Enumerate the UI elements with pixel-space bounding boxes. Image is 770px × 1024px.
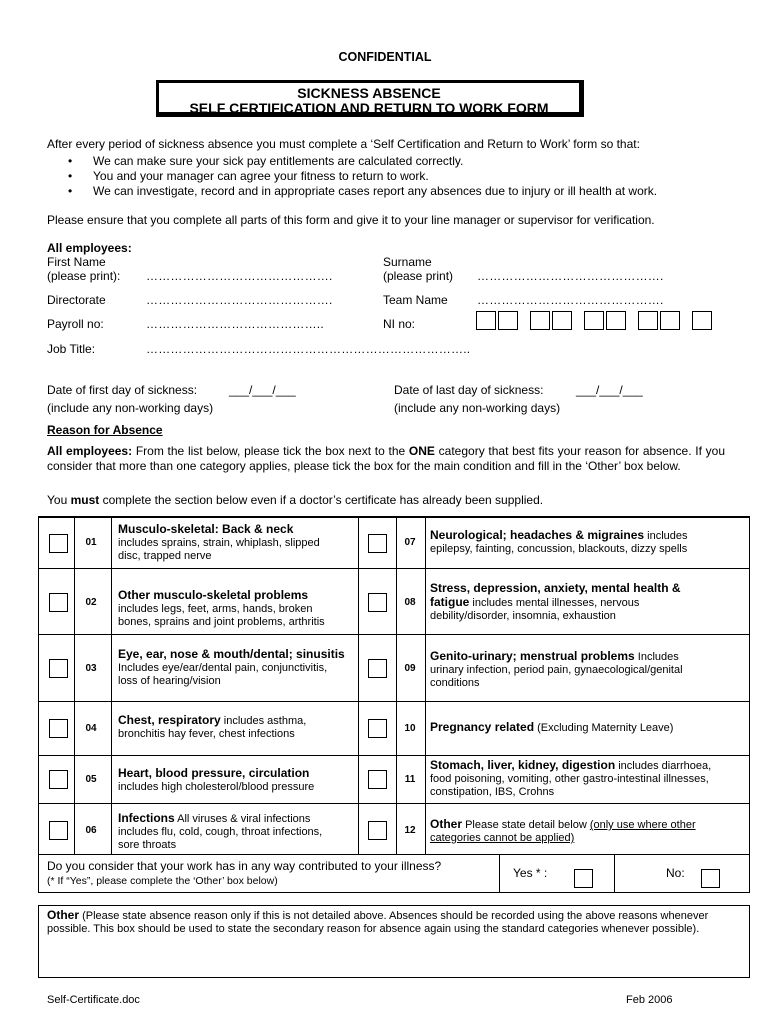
first-name-field[interactable]: ………………………………………. — [146, 269, 333, 283]
intro-bullet: • We can investigate, record and in appropriate cases report any absences due to injury or ill health at work. — [68, 184, 748, 199]
ensure-text: Please ensure that you complete all parts of this form and give it to your line manager or supervisor for verification. — [47, 213, 655, 227]
job-title-field[interactable]: …………………………………………………………………….. — [146, 342, 471, 356]
must-a: You — [47, 493, 71, 507]
cat-head: Infections — [118, 811, 175, 825]
must-c: complete the section below even if a doctor’s certificate has already been supplied. — [99, 493, 544, 507]
form-title-box — [156, 80, 584, 117]
checkbox-09[interactable] — [368, 659, 387, 678]
cat-rest: Includes eye/ear/dental pain, conjunctivitis, loss of hearing/vision — [118, 662, 328, 687]
checkbox-07[interactable] — [368, 534, 387, 553]
table-row — [39, 568, 749, 635]
code-08: 08 — [404, 597, 416, 608]
cat-rest: All viruses & viral infections includes flu, cold, cough, throat infections, sore throats — [118, 813, 323, 851]
work-contribution-row — [38, 855, 750, 893]
form-title-line2: SELF CERTIFICATION AND RETURN TO WORK FORM — [189, 100, 549, 116]
code-07: 07 — [404, 537, 416, 548]
table-row — [39, 634, 749, 702]
surname-hint: (please print) — [383, 269, 454, 283]
reason-text-b: category that best fits your reason for absence. If you consider that more than one category applies, please tick the box for the main condition and fill in the ‘Other’ box below. — [47, 444, 725, 473]
intro-text: After every period of sickness absence you must complete a ‘Self Certification and Return to Work’ form so that: — [47, 137, 640, 151]
cat-rest-underlined: (only use where other categories cannot be applied) — [430, 819, 696, 844]
intro-bullet-list — [68, 154, 748, 199]
other-reason-instructions — [47, 909, 737, 936]
checkbox-01[interactable] — [49, 534, 68, 553]
reason-instructions — [47, 444, 725, 474]
reason-one: ONE — [408, 444, 435, 458]
code-12: 12 — [404, 825, 416, 836]
checkbox-04[interactable] — [49, 719, 68, 738]
directorate-field[interactable]: ………………………………………. — [146, 293, 333, 307]
cat-head: Neurological; headaches & migraines — [430, 528, 645, 542]
code-01: 01 — [85, 537, 97, 548]
cat-head: Other — [430, 817, 463, 831]
yes-label: Yes * : — [513, 866, 548, 880]
ni-char-box[interactable] — [530, 311, 550, 330]
cat-head: Stress, depression, anxiety, mental health & fatigue — [430, 581, 681, 609]
ni-char-box[interactable] — [498, 311, 518, 330]
table-row — [39, 701, 749, 756]
category-04 — [118, 714, 348, 741]
category-01 — [118, 523, 344, 563]
intro-bullet: • We can make sure your sick pay entitlements are calculated correctly. — [68, 154, 748, 169]
code-10: 10 — [404, 723, 416, 734]
date-first-hint: (include any non-working days) — [47, 401, 214, 415]
cat-rest: includes sprains, strain, whiplash, slipped disc, trapped nerve — [118, 537, 320, 562]
category-03 — [118, 648, 348, 688]
cat-rest: includes diarrhoea, food poisoning, vomiting, other gastro-intestinal illnesses, constipation, IBS, Crohns — [430, 760, 712, 798]
category-07 — [430, 529, 712, 556]
no-label: No: — [666, 866, 685, 880]
category-08 — [430, 582, 712, 623]
code-06: 06 — [85, 825, 97, 836]
category-10 — [430, 721, 720, 735]
date-last-hint: (include any non-working days) — [394, 401, 561, 415]
cat-rest: includes legs, feet, arms, hands, broken bones, sprains and joint problems, arthritis — [118, 603, 325, 628]
date-last-label: Date of last day of sickness: — [394, 383, 544, 397]
directorate-label: Directorate — [47, 293, 106, 307]
cat-head: Heart, blood pressure, circulation — [118, 766, 310, 780]
category-11 — [430, 759, 712, 799]
footer-filename: Self-Certificate.doc — [47, 994, 140, 1006]
contribution-note: (* If “Yes”, please complete the ‘Other’ box below) — [47, 875, 278, 887]
reason-heading: Reason for Absence — [47, 423, 163, 437]
reason-all-employees: All employees: — [47, 444, 133, 458]
checkbox-10[interactable] — [368, 719, 387, 738]
other-reason-box[interactable] — [38, 905, 750, 978]
code-05: 05 — [85, 774, 97, 785]
ni-char-box[interactable] — [476, 311, 496, 330]
cat-rest: Includes urinary infection, period pain, gynaecological/genital conditions — [430, 651, 683, 689]
payroll-label: Payroll no: — [47, 317, 104, 331]
team-name-label: Team Name — [383, 293, 448, 307]
date-first-field[interactable]: ___/___/___ — [229, 383, 296, 397]
table-row — [39, 517, 749, 569]
team-name-field[interactable]: ………………………………………. — [477, 293, 664, 307]
ni-char-box[interactable] — [606, 311, 626, 330]
surname-field[interactable]: ………………………………………. — [477, 269, 664, 283]
ni-number-boxes — [476, 311, 714, 330]
code-02: 02 — [85, 597, 97, 608]
category-09 — [430, 650, 710, 690]
category-02 — [118, 589, 346, 629]
cat-rest: includes mental illnesses, nervous debility/disorder, insomnia, exhaustion — [430, 597, 640, 622]
checkbox-02[interactable] — [49, 593, 68, 612]
first-name-hint: (please print): — [47, 269, 121, 283]
cat-head: Musculo-skeletal: Back & neck — [118, 522, 294, 536]
code-03: 03 — [85, 663, 97, 674]
form-title-line1: SICKNESS ABSENCE — [297, 85, 441, 101]
cat-rest: includes high cholesterol/blood pressure — [118, 781, 315, 793]
cat-rest: Please state detail below — [465, 819, 590, 831]
category-12 — [430, 818, 712, 845]
reason-text-a: From the list below, please tick the box next to the — [132, 444, 409, 458]
confidential-label: CONFIDENTIAL — [338, 50, 432, 64]
cat-rest: includes asthma, bronchitis hay fever, chest infections — [118, 715, 307, 740]
checkbox-11[interactable] — [368, 770, 387, 789]
footer-date: Feb 2006 — [626, 994, 673, 1006]
job-title-label: Job Title: — [47, 342, 96, 356]
cat-head: Genito-urinary; menstrual problems — [430, 649, 635, 663]
checkbox-05[interactable] — [49, 770, 68, 789]
cat-rest: includes epilepsy, fainting, concussion, blackouts, dizzy spells — [430, 530, 688, 555]
table-row — [39, 755, 749, 804]
date-last-field[interactable]: ___/___/___ — [576, 383, 643, 397]
cat-rest: (Excluding Maternity Leave) — [537, 722, 674, 734]
other-head: Other — [47, 908, 80, 922]
all-employees-heading: All employees: — [47, 241, 132, 255]
cat-head: Chest, respiratory — [118, 713, 221, 727]
checkbox-03[interactable] — [49, 659, 68, 678]
other-text: (Please state absence reason only if this is not detailed above. Absences should be recorded using the above reasons whenever possible. This box should be used to state the secondary reason for absence again using the standard categories whenever possible). — [47, 910, 709, 935]
intro-bullet: • You and your manager can agree your fitness to return to work. — [68, 169, 748, 184]
contribution-question: Do you consider that your work has in any way contributed to your illness? — [47, 859, 442, 873]
ni-char-box[interactable] — [552, 311, 572, 330]
checkbox-08[interactable] — [368, 593, 387, 612]
checkbox-12[interactable] — [368, 821, 387, 840]
yes-checkbox[interactable] — [574, 869, 593, 888]
reason-category-table — [38, 516, 750, 855]
surname-label: Surname — [383, 255, 432, 269]
cat-head: Other musculo-skeletal problems — [118, 588, 309, 602]
code-04: 04 — [85, 723, 97, 734]
cat-head: Pregnancy related — [430, 720, 535, 734]
payroll-field[interactable]: …………………………………….. — [146, 317, 324, 331]
first-name-label: First Name — [47, 255, 106, 269]
table-row — [39, 803, 749, 855]
must-b: must — [70, 493, 100, 507]
ni-char-box[interactable] — [638, 311, 658, 330]
no-checkbox[interactable] — [701, 869, 720, 888]
category-06 — [118, 812, 346, 852]
cat-head: Stomach, liver, kidney, digestion — [430, 758, 616, 772]
category-05 — [118, 767, 348, 794]
code-09: 09 — [404, 663, 416, 674]
ni-char-box[interactable] — [692, 311, 712, 330]
ni-label: NI no: — [383, 317, 416, 331]
ni-char-box[interactable] — [660, 311, 680, 330]
checkbox-06[interactable] — [49, 821, 68, 840]
ni-char-box[interactable] — [584, 311, 604, 330]
code-11: 11 — [404, 774, 416, 785]
cat-head: Eye, ear, nose & mouth/dental; sinusitis — [118, 647, 345, 661]
date-first-label: Date of first day of sickness: — [47, 383, 198, 397]
must-complete-text — [47, 493, 737, 508]
